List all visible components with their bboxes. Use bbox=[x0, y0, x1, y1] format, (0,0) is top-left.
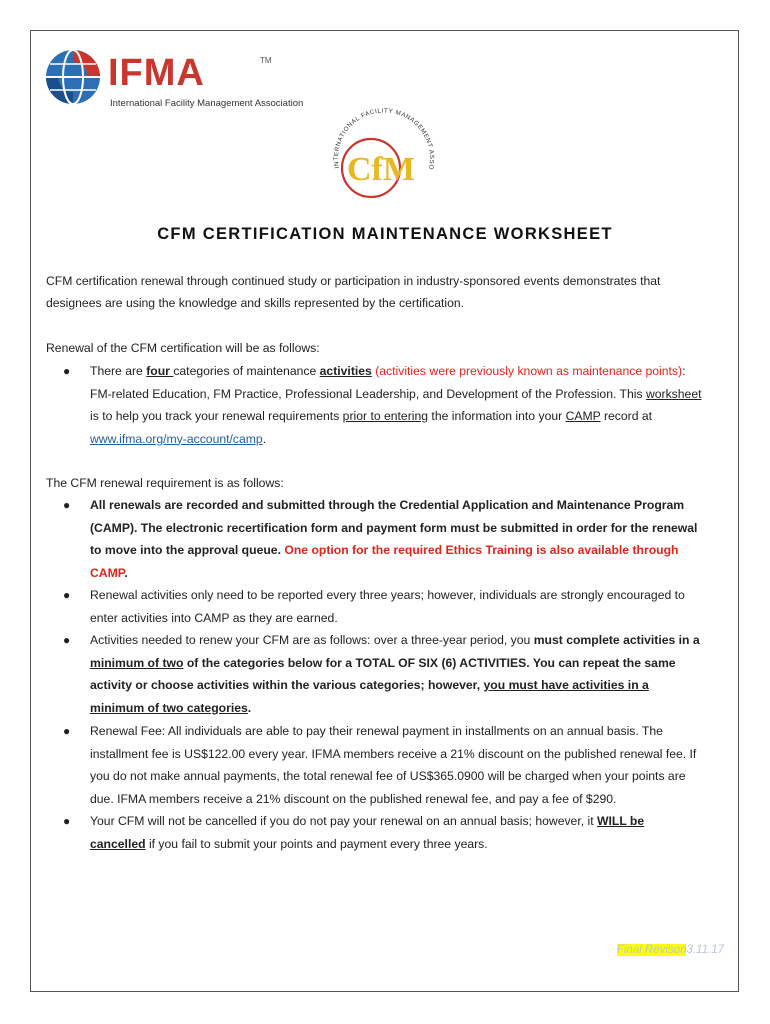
bullet-icon: ● bbox=[63, 588, 71, 602]
page-title: CFM CERTIFICATION MAINTENANCE WORKSHEET bbox=[157, 225, 613, 243]
revision-date: 3.11.17 bbox=[686, 944, 724, 956]
cfm-seal-logo bbox=[325, 96, 441, 204]
bullet-reporting-frequency: Renewal activities only need to be reported every three years; however, individuals are strongly encouraged to enter activities into CAMP as they are earned. bbox=[90, 588, 685, 625]
activities-emphasis: activities bbox=[319, 364, 372, 378]
bullet-icon: ● bbox=[63, 498, 71, 512]
camp-link[interactable]: www.ifma.org/my-account/camp bbox=[90, 431, 263, 446]
bullet-four-categories: There are four categories of maintenance activities (activities were previously known as maintenance points): FM-related Education, FM Practice, Professional Leadership, and Development of the Profession. This worksheet is to help you track your renewal requirements prior to entering the information into your CAMP record at www.ifma.org/my-account/camp. bbox=[90, 364, 702, 446]
bullet-activities-needed: Activities needed to renew your CFM are as follows: over a three-year period, you must complete activities in a minimum of two of the categories below for a TOTAL OF SIX (6) ACTIVITIES. You can repeat the same activity or choose activities within the various categories; however, you must have activities in a minimum of two categories. bbox=[90, 633, 700, 715]
ifma-subtitle: International Facility Management Association bbox=[110, 98, 304, 109]
ifma-logo bbox=[42, 44, 304, 110]
bullet-cancellation: Your CFM will not be cancelled if you do not pay your renewal on an annual basis; however, it WILL be cancelled if you fail to submit your points and payment every three years. bbox=[90, 814, 645, 851]
four-emphasis: four bbox=[146, 364, 174, 378]
bullet-icon: ● bbox=[63, 364, 71, 378]
bullet-renewal-fee: Renewal Fee: All individuals are able to pay their renewal payment in installments on an annual basis. The installment fee is US$122.00 every year. IFMA members receive a 21% discount on the published renewal fee. If you do not make annual payments, the total renewal fee of US$365.0900 will be charged when your points are due. IFMA members receive a 21% discount on the published renewal fee, and pay a fee of $290. bbox=[90, 724, 697, 806]
revision-footer bbox=[617, 944, 724, 956]
bullet-icon: ● bbox=[63, 814, 71, 828]
trademark-symbol: TM bbox=[260, 56, 272, 65]
bullet-camp-submission: All renewals are recorded and submitted through the Credential Application and Maintenance Program (CAMP). The electronic recertification form and payment form must be submitted in order for the renewal to move into the approval queue. One option for the required Ethics Training is also available through CAMP. bbox=[90, 498, 698, 580]
intro-line-1: CFM certification renewal through continued study or participation in industry-sponsored events demonstrates that bbox=[46, 274, 661, 288]
ifma-wordmark: IFMA bbox=[108, 52, 205, 94]
previous-name-note: (activities were previously known as maintenance points) bbox=[375, 364, 683, 378]
cfm-letters: CfM bbox=[347, 151, 415, 188]
intro-line-2: designees are using the knowledge and skills represented by the certification. bbox=[46, 296, 465, 310]
renewal-heading: Renewal of the CFM certification will be as follows: bbox=[46, 341, 320, 355]
bullet-icon: ● bbox=[63, 633, 71, 647]
globe-icon bbox=[42, 44, 104, 110]
bullet-icon: ● bbox=[63, 724, 71, 738]
cfm-ring-text: INTERNATIONAL FACILITY MANAGEMENT ASSO bbox=[333, 107, 436, 171]
revision-label: Final Revison bbox=[616, 944, 687, 956]
requirement-heading: The CFM renewal requirement is as follows: bbox=[46, 476, 284, 490]
